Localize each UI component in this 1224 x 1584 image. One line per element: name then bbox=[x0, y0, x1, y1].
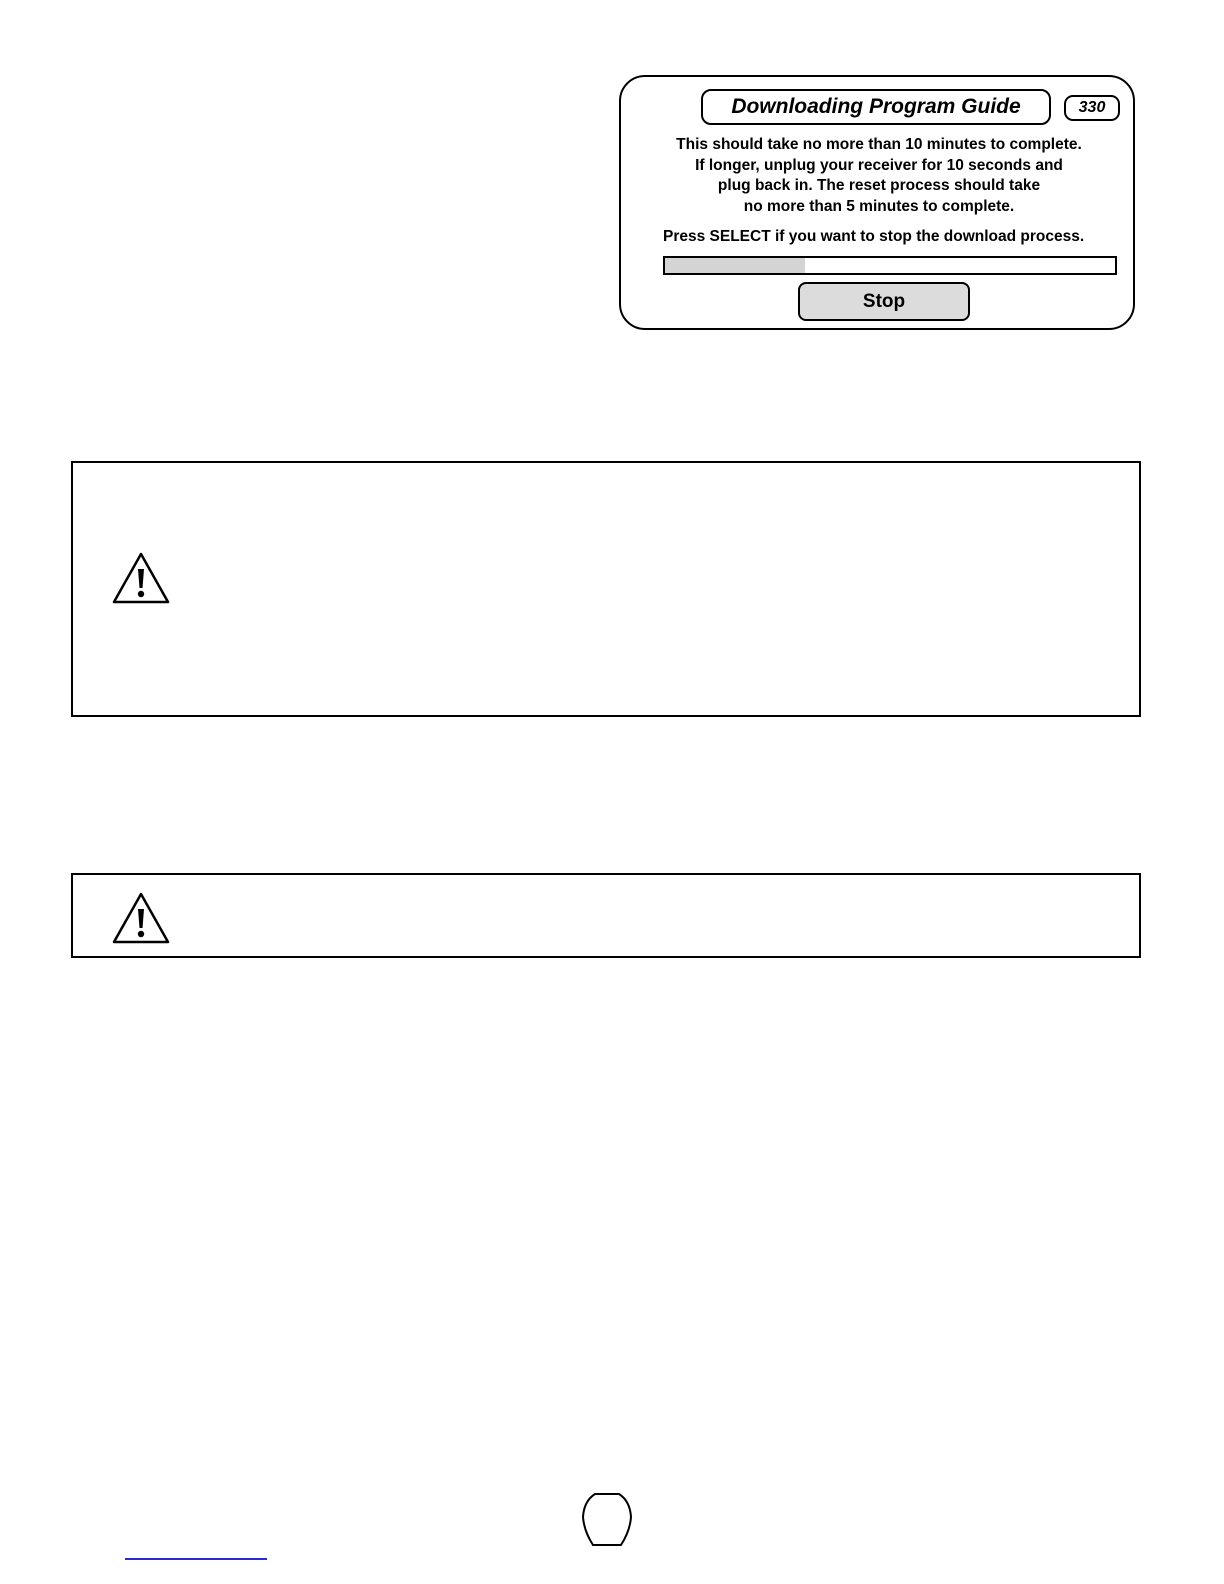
download-message bbox=[621, 135, 1137, 217]
message-line: This should take no more than 10 minutes to complete. bbox=[676, 136, 1082, 153]
message-line: no more than 5 minutes to complete. bbox=[743, 197, 1015, 215]
channel-number: 330 bbox=[1064, 95, 1120, 121]
download-progress-fill bbox=[665, 258, 805, 273]
message-line: If longer, unplug your receiver for 10 seconds and bbox=[695, 156, 1063, 174]
message-line: plug back in. The reset process should take bbox=[717, 177, 1041, 194]
download-progress-bar bbox=[663, 256, 1117, 275]
warning-triangle-icon bbox=[111, 551, 171, 605]
stop-button[interactable]: Stop bbox=[798, 282, 970, 321]
screen-title: Downloading Program Guide bbox=[701, 89, 1051, 125]
warning-notice-box bbox=[71, 461, 1141, 717]
select-instruction: Press SELECT if you want to stop the download process. bbox=[663, 228, 1085, 245]
caution-notice-box bbox=[71, 873, 1141, 958]
footer-link-underline[interactable] bbox=[125, 1558, 267, 1560]
download-screen-panel bbox=[619, 75, 1135, 330]
warning-triangle-icon bbox=[111, 891, 171, 945]
page-number-badge-icon bbox=[581, 1491, 633, 1549]
